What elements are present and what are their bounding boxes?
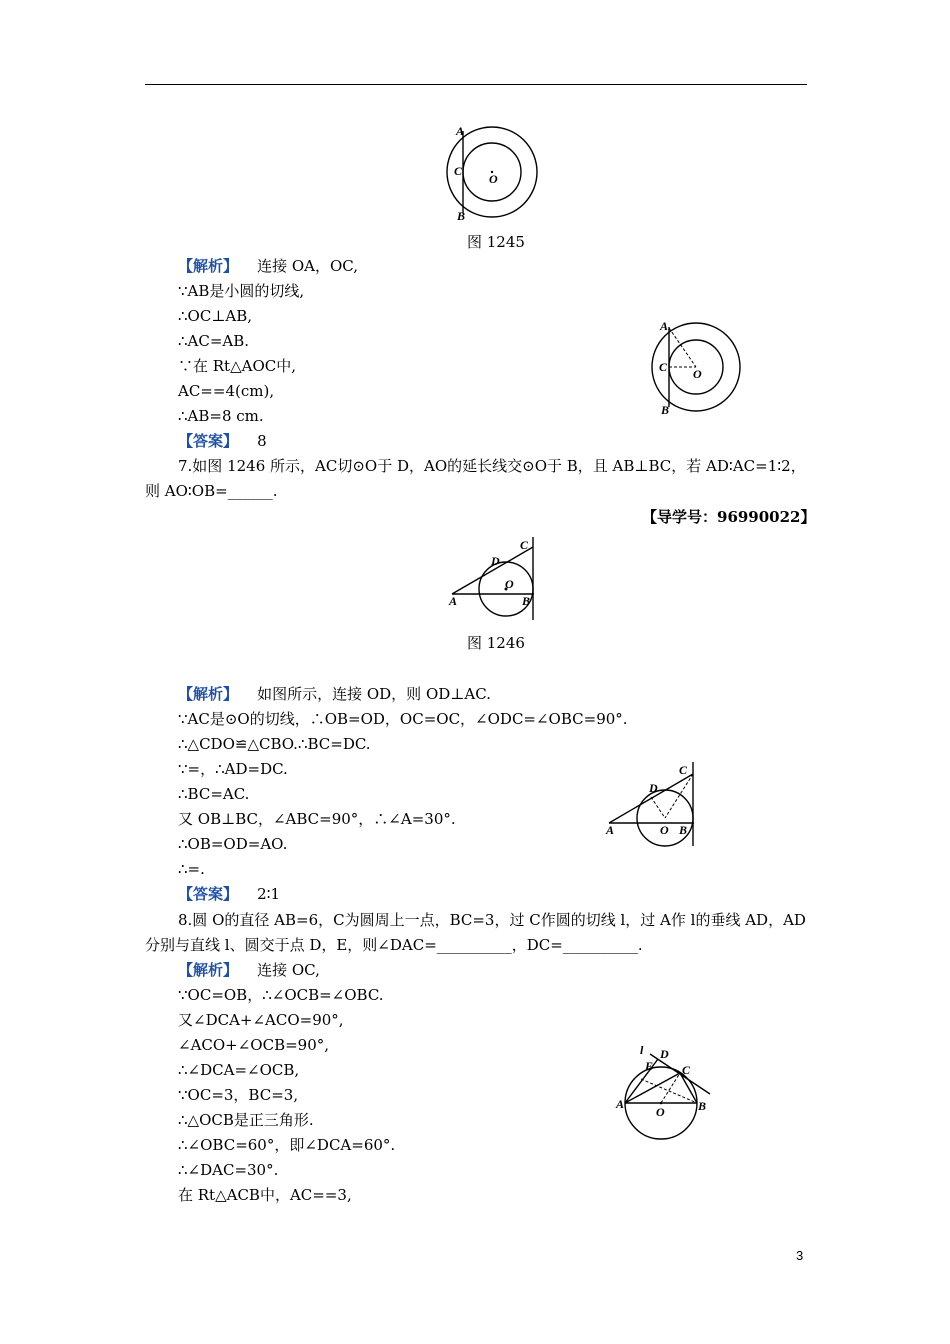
label-b: B <box>457 209 466 223</box>
answer-value: 8 <box>257 432 267 450</box>
label-c: C <box>520 538 529 552</box>
figure-1246-caption: 图 1246 <box>467 634 525 652</box>
q8-line-9: 在 Rt△ACB中，AC==3, <box>178 1186 352 1204</box>
label-a: A <box>606 823 615 837</box>
label-c: C <box>682 1063 691 1077</box>
label-l: l <box>640 1043 644 1057</box>
answer-tag: 【答案】 <box>178 432 239 450</box>
q6-line-4: ∵在 Rt△AOC中, <box>178 357 297 375</box>
label-a: A <box>660 319 669 333</box>
figure-1245-solution <box>650 318 750 418</box>
q8-line-4: ∴∠DCA=∠OCB, <box>178 1061 300 1079</box>
label-a: A <box>616 1097 625 1111</box>
analysis-head: 连接 OA，OC, <box>257 257 358 275</box>
label-b: B <box>698 1099 707 1113</box>
figure-1245-caption: 图 1245 <box>467 233 525 251</box>
label-d: D <box>660 1047 669 1061</box>
label-c: C <box>454 164 463 178</box>
label-o: O <box>693 367 702 381</box>
figure-q8 <box>612 1042 722 1142</box>
label-b: B <box>661 403 670 417</box>
q7-stem-2: 则 AO∶OB=______. <box>145 482 278 500</box>
label-o: O <box>660 823 669 837</box>
label-a: A <box>449 594 458 608</box>
label-b: B <box>522 594 531 608</box>
analysis-head: 如图所示，连接 OD，则 OD⊥AC. <box>257 685 491 703</box>
q8-line-1: ∵OC=OB，∴∠OCB=∠OBC. <box>178 986 384 1004</box>
label-a: A <box>456 124 465 138</box>
q6-line-3: ∴AC=AB. <box>178 332 250 350</box>
q6-line-2: ∴OC⊥AB, <box>178 307 253 325</box>
figure-1246-solution <box>604 760 704 850</box>
figure-1246 <box>447 535 547 625</box>
q8-stem-2: 分别与直线 l、圆交于点 D，E，则∠DAC=__________，DC=__________. <box>145 936 643 954</box>
q8-stem-1: 8.圆 O的直径 AB=6，C为圆周上一点，BC=3，过 C作圆的切线 l，过 A作 l的垂线 AD，AD <box>178 911 806 929</box>
label-d: D <box>649 781 658 795</box>
q8-line-7: ∴∠OBC=60°，即∠DCA=60°. <box>178 1136 396 1154</box>
q7-line-4: ∴BC=AC. <box>178 785 250 803</box>
page-number: 3 <box>796 1248 804 1263</box>
q6-analysis-line <box>178 256 358 276</box>
label-o: O <box>505 577 514 591</box>
q7-line-6: ∴OB=OD=AO. <box>178 835 288 853</box>
q8-line-2: 又∠DCA+∠ACO=90°, <box>178 1011 344 1029</box>
analysis-tag: 【解析】 <box>178 961 239 979</box>
q8-analysis-line <box>178 960 320 980</box>
q6-line-5: AC==4(cm), <box>178 382 275 400</box>
analysis-tag: 【解析】 <box>178 685 239 703</box>
label-c: C <box>679 763 688 777</box>
analysis-head: 连接 OC, <box>257 961 320 979</box>
q8-line-8: ∴∠DAC=30°. <box>178 1161 279 1179</box>
label-o: O <box>489 172 498 186</box>
q7-line-3: ∵=，∴AD=DC. <box>178 760 288 778</box>
header-rule <box>145 84 807 85</box>
q7-answer-line <box>178 884 280 904</box>
q8-line-5: ∵OC=3，BC=3, <box>178 1086 299 1104</box>
answer-tag: 【答案】 <box>178 885 239 903</box>
q7-guide-number: 【导学号：96990022】 <box>642 508 816 526</box>
answer-value: 2∶1 <box>257 885 281 903</box>
q6-line-1: ∵AB是小圆的切线, <box>178 282 305 300</box>
q7-line-7: ∴=. <box>178 860 205 878</box>
q8-line-6: ∴△OCB是正三角形. <box>178 1111 314 1129</box>
q7-line-5: 又 OB⊥BC，∠ABC=90°，∴∠A=30°. <box>178 810 456 828</box>
q7-line-2: ∴△CDO≌△CBO.∴BC=DC. <box>178 735 371 753</box>
q7-analysis-line <box>178 684 491 704</box>
q6-line-6: ∴AB=8 cm. <box>178 407 264 425</box>
q7-stem-1: 7.如图 1246 所示，AC切⊙O于 D，AO的延长线交⊙O于 B，且 AB⊥BC，若 AD∶AC=1∶2， <box>178 457 806 475</box>
q8-line-3: ∠ACO+∠OCB=90°, <box>178 1036 330 1054</box>
figure-1245 <box>440 120 550 230</box>
label-o: O <box>656 1105 665 1119</box>
label-c: C <box>659 360 668 374</box>
q6-answer-line <box>178 431 267 451</box>
q7-line-1: ∵AC是⊙O的切线，∴OB=OD，OC=OC，∠ODC=∠OBC=90°. <box>178 710 628 728</box>
label-b: B <box>679 823 688 837</box>
analysis-tag: 【解析】 <box>178 257 239 275</box>
label-d: D <box>491 554 500 568</box>
label-e: E <box>645 1059 654 1073</box>
